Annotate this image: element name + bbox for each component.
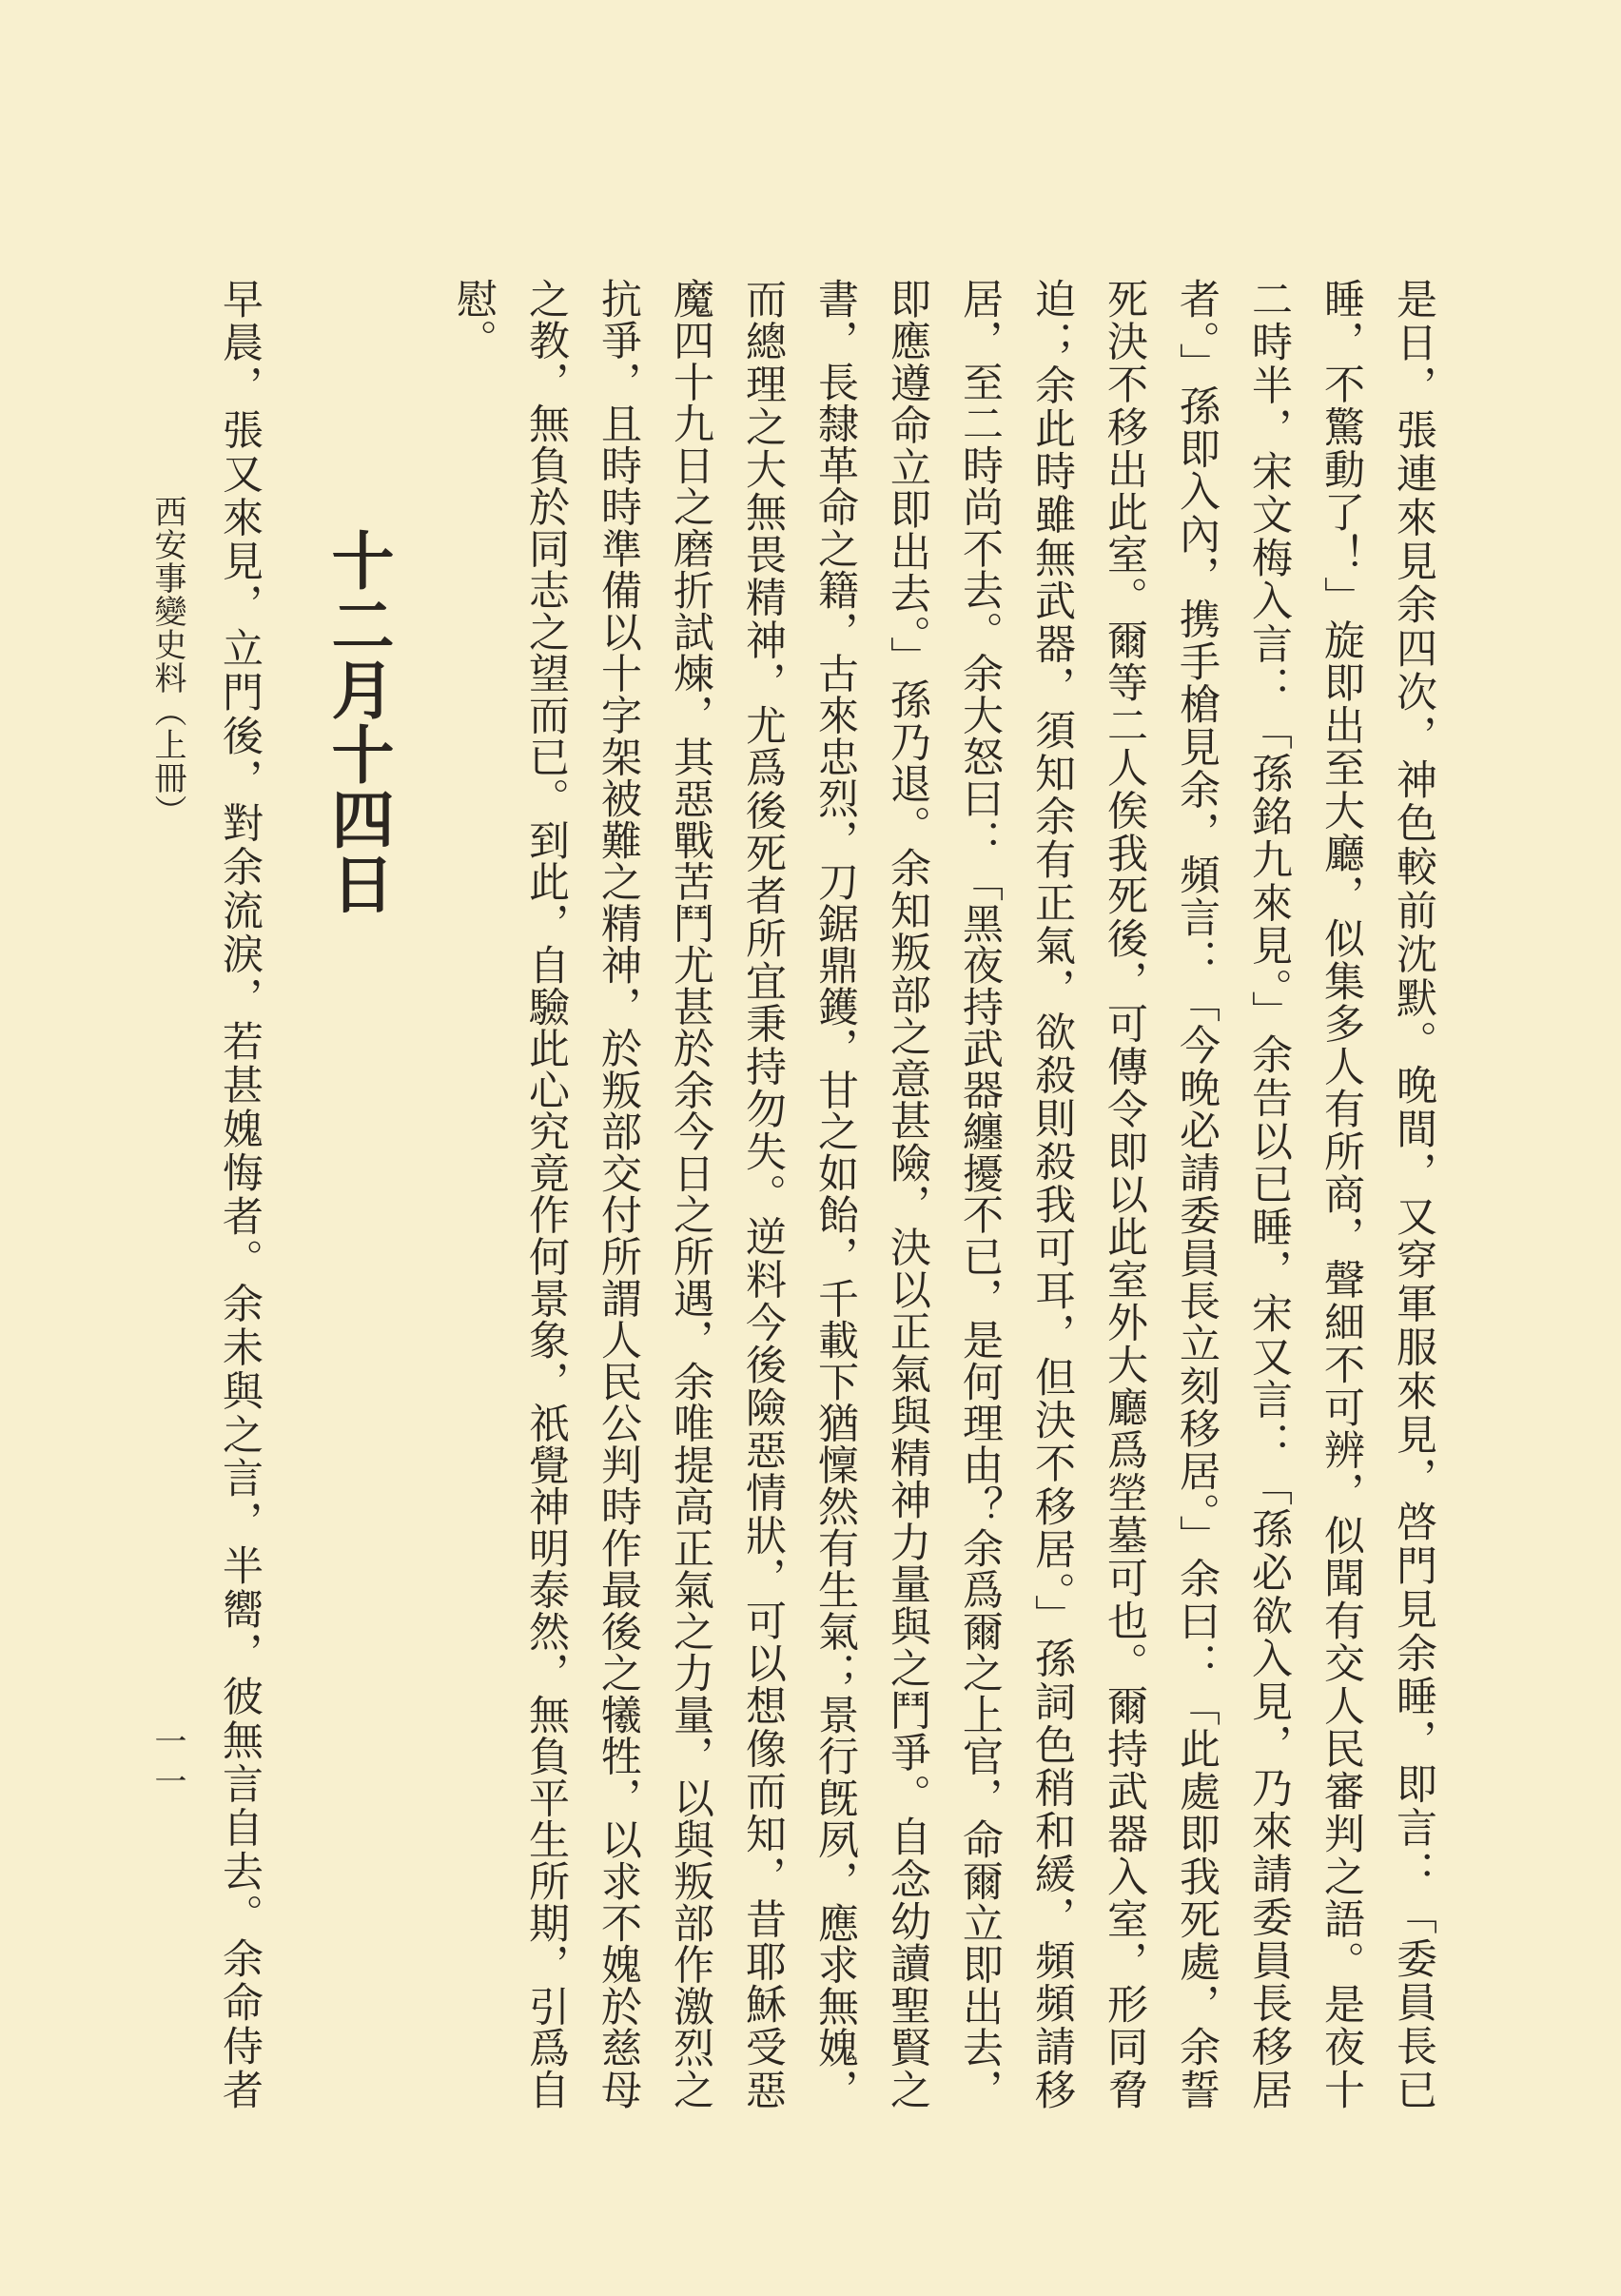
paragraph-column: 之教，無負於同志之望而已。到此，自驗此心究竟作何景象，祇覺神明泰然，無負平生所期，引爲自 <box>522 278 570 2110</box>
paragraph-column: 抗爭，且時時準備以十字架被難之精神，於叛部交付所謂人民公判時作最後之犧牲，以求不媿於慈母 <box>595 278 642 2110</box>
paragraph-column: 居，至二時尚不去。余大怒曰：「黑夜持武器纏擾不已，是何理由？余爲爾之上官，命爾立即出去， <box>956 278 1004 2110</box>
paragraph-column: 慰。 <box>450 278 498 360</box>
paragraph-column: 魔四十九日之磨折試煉，其惡戰苦鬥尤甚於余今日之所遇，余唯提高正氣之力量，以與叛部作激烈之 <box>667 278 714 2110</box>
paragraph-column: 而總理之大無畏精神，尤爲後死者所宜秉持勿失。逆料今後險惡情狀，可以想像而知，昔耶穌受惡 <box>739 278 787 2110</box>
paragraph-column: 睡，不驚動了！」旋即出至大廳，似集多人有所商，聲細不可辨，似聞有交人民審判之語。是夜十 <box>1318 278 1365 2110</box>
paragraph-column: 迫；余此時雖無武器，須知余有正氣，欲殺則殺我可耳，但決不移居。」孫詞色稍和緩，頻頻請移 <box>1028 278 1076 2110</box>
footer-book-title: 西安事變史料（上冊） <box>148 495 186 828</box>
section-heading-date: 十二月十四日 <box>321 528 395 916</box>
paragraph-column: 是日，張連來見余四次，神色較前沈默。晚間，又穿軍服來見，啓門見余睡，即言：「委員長已 <box>1390 278 1437 2110</box>
paragraph-column: 者。」孫即入內，携手槍見余，頻言：「今晚必請委員長立刻移居。」余曰：「此處即我死處，余誓 <box>1173 278 1221 2110</box>
paragraph-column: 早晨，張又來見，立門後，對余流淚，若甚媿悔者。余未與之言，半嚮，彼無言自去。余命侍者 <box>216 278 264 2110</box>
paragraph-column: 即應遵命立即出去。」孫乃退。余知叛部之意甚險，決以正氣與精神力量與之鬥爭。自念幼讀聖賢之 <box>884 278 931 2110</box>
paragraph-column: 二時半，宋文梅入言：「孫銘九來見。」余告以已睡，宋又言：「孫必欲入見，乃來請委員長移居 <box>1245 278 1293 2110</box>
page-number: 一一 <box>148 1724 186 1804</box>
paragraph-column: 死決不移出此室。爾等二人俟我死後，可傳令即以此室外大廳爲塋墓可也。爾持武器入室，形同脅 <box>1101 278 1148 2110</box>
paragraph-column: 書，長隸革命之籍，古來忠烈，刀鋸鼎鑊，甘之如飴，千載下猶懍然有生氣；景行旣夙，應求無媿， <box>811 278 859 2110</box>
